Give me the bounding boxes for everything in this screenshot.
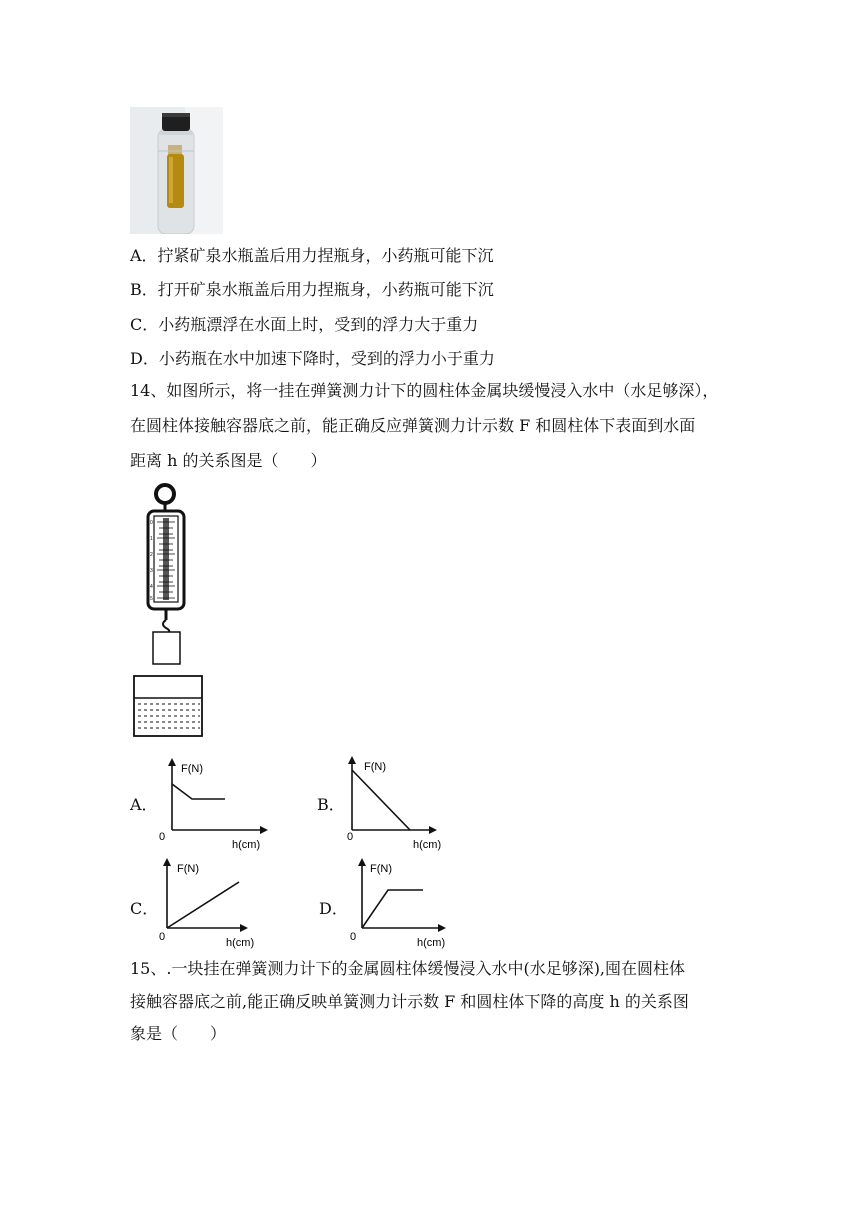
bottle-photo bbox=[130, 107, 223, 234]
question-15-line-3: 象是（ ） bbox=[130, 1024, 227, 1043]
graph-c-xlabel: h(cm) bbox=[226, 937, 255, 949]
scale-mark-1: 1 bbox=[150, 536, 153, 542]
option-c: C．小药瓶漂浮在水面上时，受到的浮力大于重力 bbox=[130, 315, 479, 334]
option-d: D．小药瓶在水中加速下降时，受到的浮力小于重力 bbox=[130, 349, 495, 368]
scale-mark-2: 2 bbox=[150, 552, 153, 558]
graph-d bbox=[345, 858, 460, 950]
scale-mark-3: 3 bbox=[150, 568, 153, 574]
scale-mark-4: 4 bbox=[150, 584, 153, 590]
graph-a bbox=[155, 758, 270, 853]
graph-d-origin: 0 bbox=[350, 931, 357, 943]
graph-d-label: D． bbox=[319, 899, 348, 918]
graph-a-xlabel: h(cm) bbox=[232, 839, 261, 851]
question-15-line-1: 15、.一块挂在弹簧测力计下的金属圆柱体缓慢浸入水中(水足够深),囤在圆柱体 bbox=[130, 959, 686, 978]
question-14-line-3: 距离 h 的关系图是（ ） bbox=[130, 451, 327, 470]
graph-d-curve bbox=[362, 890, 423, 928]
question-14-line-2: 在圆柱体接触容器底之前，能正确反应弹簧测力计示数 F 和圆柱体下表面到水面 bbox=[130, 416, 696, 435]
scale-mark-5: 5 bbox=[150, 596, 153, 602]
graph-b-curve bbox=[352, 770, 410, 830]
graph-c-label: C． bbox=[130, 899, 159, 918]
graph-c bbox=[155, 858, 270, 950]
graph-a-label: A． bbox=[130, 795, 158, 814]
graph-b-label: B． bbox=[317, 795, 345, 814]
graph-a-origin: 0 bbox=[159, 831, 166, 843]
option-b: B．打开矿泉水瓶盖后用力捏瓶身，小药瓶可能下沉 bbox=[130, 280, 494, 299]
graph-d-xlabel: h(cm) bbox=[417, 937, 446, 949]
graph-c-origin: 0 bbox=[159, 931, 166, 943]
scale-mark-0: 0 bbox=[150, 520, 153, 526]
graph-a-curve bbox=[172, 784, 225, 799]
graph-c-curve bbox=[167, 882, 239, 928]
graph-c-ylabel: F(N) bbox=[177, 863, 199, 875]
option-a: A．拧紧矿泉水瓶盖后用力捏瓶身，小药瓶可能下沉 bbox=[130, 246, 494, 265]
question-14-line-1: 14、如图所示，将一挂在弹簧测力计下的圆柱体金属块缓慢浸入水中（水足够深）， bbox=[130, 381, 719, 400]
graph-b bbox=[340, 756, 455, 852]
graph-b-origin: 0 bbox=[347, 831, 354, 843]
spring-scale-figure bbox=[130, 480, 210, 742]
question-15-line-2: 接触容器底之前,能正确反映单簧测力计示数 F 和圆柱体下降的高度 h 的关系图 bbox=[130, 992, 689, 1011]
graph-d-ylabel: F(N) bbox=[370, 863, 392, 875]
graph-b-ylabel: F(N) bbox=[364, 761, 386, 773]
graph-a-ylabel: F(N) bbox=[181, 763, 203, 775]
graph-b-xlabel: h(cm) bbox=[413, 839, 442, 851]
